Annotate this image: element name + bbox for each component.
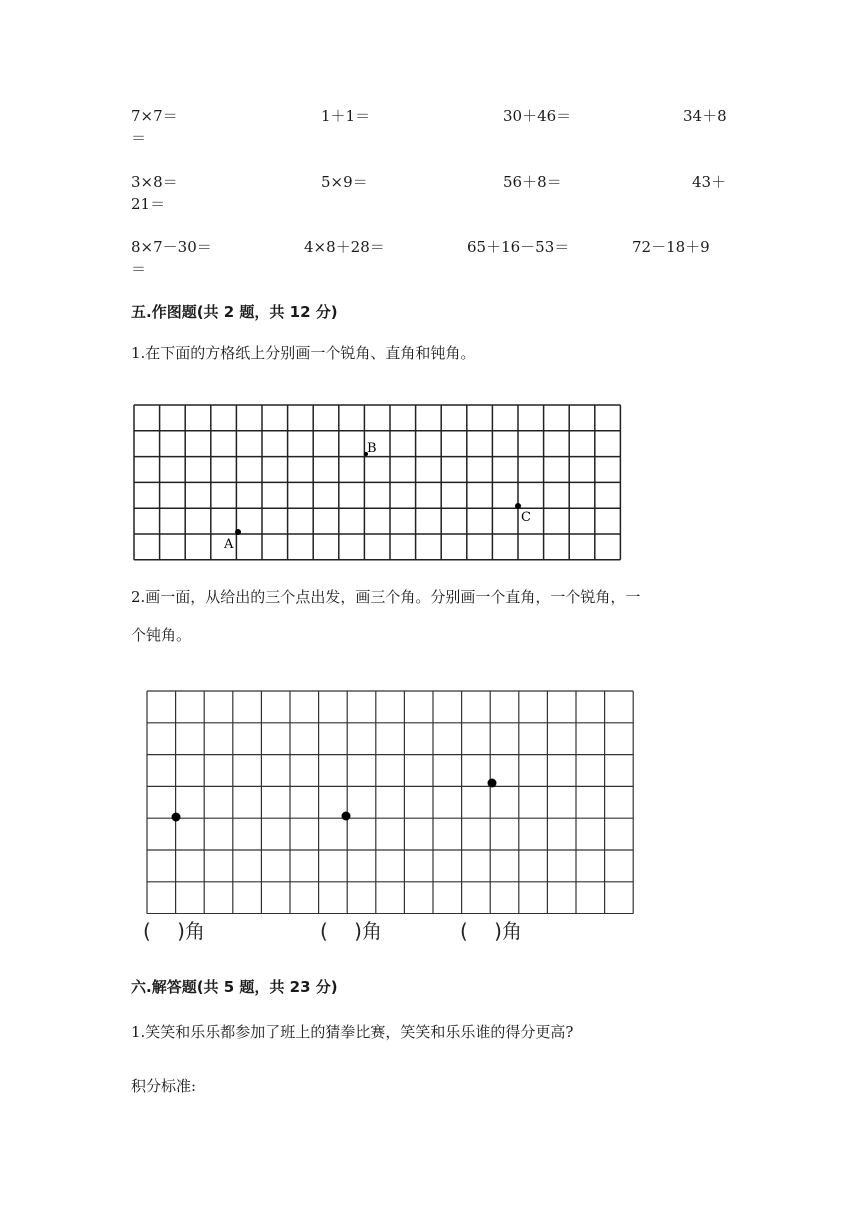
section-heading-drawing: 五.作图题(共 2 题，共 12 分) [131,303,338,321]
problem-r3-c2: 4×8＋28＝ [304,238,385,256]
problem-r2-c3: 56＋8＝ [503,173,562,191]
grid-paper-2 [146,690,636,914]
scoring-label: 积分标准: [131,1077,197,1095]
blank-angle-1: ( )角 [143,919,205,943]
blank-angle-2: ( )角 [320,919,382,943]
section-heading-solve: 六.解答题(共 5 题，共 23 分) [131,978,338,996]
problem-r3-c1: 8×7－30＝ [131,238,212,256]
problem-r2-wrap: 21＝ [131,195,166,213]
question-5-2-line2: 个钝角。 [131,626,192,644]
grid2-dot-1 [172,813,181,822]
grid2-dot-2 [342,812,351,821]
problem-r2-c2: 5×9＝ [321,173,368,191]
point-a [223,529,241,552]
problem-r2-c4: 43＋ [692,173,727,191]
problem-r3-c4: 72－18＋9 [632,238,710,256]
problem-r1-c2: 1＋1＝ [321,107,371,125]
blank-angle-3: ( )角 [460,919,522,943]
point-b [364,441,377,456]
question-5-1: 1.在下面的方格纸上分别画一个锐角、直角和钝角。 [131,344,476,362]
question-5-2-line1: 2.画一面，从给出的三个点出发，画三个角。分别画一个直角，一个锐角，一 [131,588,641,606]
problem-r1-wrap: ＝ [131,129,147,147]
svg-text:B: B [367,441,377,456]
svg-text:C: C [521,510,531,525]
svg-text:A: A [224,537,234,552]
problem-r3-c3: 65＋16－53＝ [467,238,570,256]
question-6-1: 1.笑笑和乐乐都参加了班上的猜拳比赛，笑笑和乐乐谁的得分更高? [131,1023,574,1041]
problem-r3-wrap: ＝ [131,260,147,278]
problem-r1-c4: 34＋8 [683,107,727,125]
problem-r1-c1: 7×7＝ [131,107,178,125]
problem-r2-c1: 3×8＝ [131,173,178,191]
grid2-dot-3 [488,779,497,788]
problem-r1-c3: 30＋46＝ [503,107,572,125]
grid-paper-1 [130,402,624,562]
